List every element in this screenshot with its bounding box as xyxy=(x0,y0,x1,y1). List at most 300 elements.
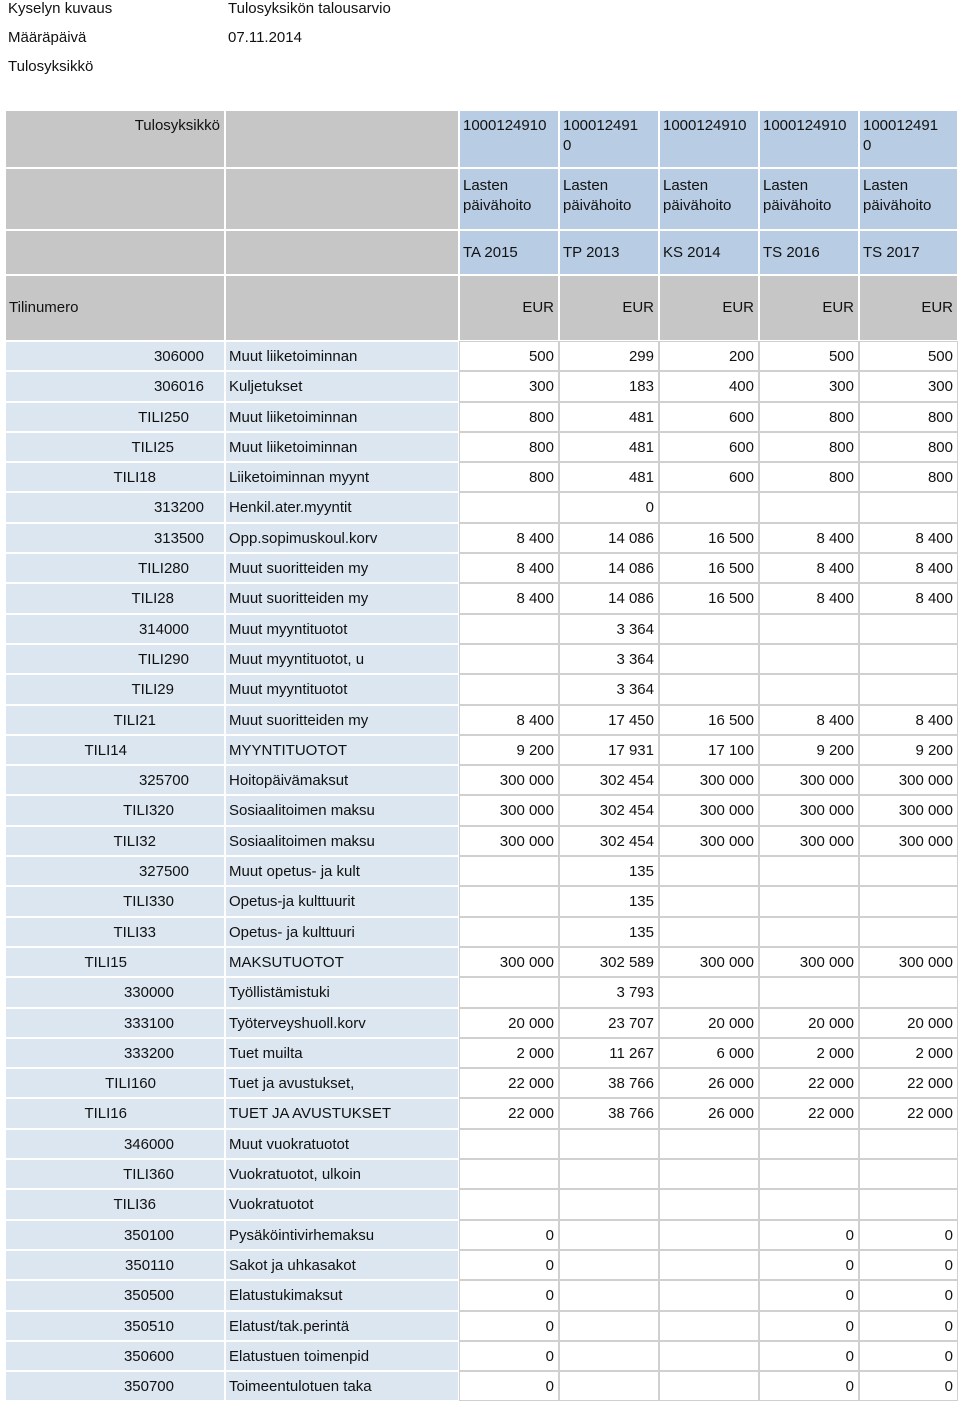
table-row xyxy=(5,705,958,735)
amount-cell: 23 707 xyxy=(559,1008,659,1038)
period-label: TP 2013 xyxy=(559,230,659,275)
account-name: Muut suoritteiden my xyxy=(225,583,459,613)
account-code: 330000 xyxy=(5,977,225,1007)
account-name: TUET JA AVUSTUKSET xyxy=(225,1098,459,1128)
table-row xyxy=(5,886,958,916)
amount-cell xyxy=(559,1371,659,1401)
amount-cell: 8 400 xyxy=(759,583,859,613)
unit-name: Lasten päivähoito xyxy=(759,168,859,230)
amount-cell xyxy=(659,674,759,704)
account-name: Tuet muilta xyxy=(225,1038,459,1068)
amount-cell: 8 400 xyxy=(459,523,559,553)
table-row xyxy=(5,1129,958,1159)
unit-code: 100012491 0 xyxy=(559,110,659,168)
amount-cell xyxy=(759,856,859,886)
amount-cell: 183 xyxy=(559,371,659,401)
account-code: 350600 xyxy=(5,1341,225,1371)
header-unit-label: Tulosyksikkö xyxy=(5,110,225,168)
amount-cell: 302 454 xyxy=(559,765,659,795)
header-empty xyxy=(225,168,459,230)
amount-cell: 400 xyxy=(659,371,759,401)
account-code: 306016 xyxy=(5,371,225,401)
amount-cell: 135 xyxy=(559,856,659,886)
account-code: 314000 xyxy=(5,614,225,644)
amount-cell: 8 400 xyxy=(759,523,859,553)
account-code: TILI330 xyxy=(5,886,225,916)
meta-value: 07.11.2014 xyxy=(228,29,302,46)
amount-cell: 20 000 xyxy=(459,1008,559,1038)
amount-cell xyxy=(459,886,559,916)
account-name: Muut opetus- ja kult xyxy=(225,856,459,886)
account-name: Opetus-ja kulttuurit xyxy=(225,886,459,916)
amount-cell xyxy=(559,1189,659,1219)
amount-cell xyxy=(559,1129,659,1159)
table-row xyxy=(5,1159,958,1189)
amount-cell: 300 000 xyxy=(859,795,958,825)
account-code: TILI25 xyxy=(5,432,225,462)
amount-cell xyxy=(759,1159,859,1189)
meta-key: Määräpäivä xyxy=(8,29,87,46)
table-row xyxy=(5,1341,958,1371)
amount-cell: 0 xyxy=(459,1341,559,1371)
account-name: Vuokratuotot xyxy=(225,1189,459,1219)
amount-cell: 22 000 xyxy=(759,1098,859,1128)
header-row-unit-code xyxy=(5,110,958,168)
amount-cell: 17 450 xyxy=(559,705,659,735)
account-code: TILI18 xyxy=(5,462,225,492)
account-name: Elatustuen toimenpid xyxy=(225,1341,459,1371)
table-row xyxy=(5,826,958,856)
account-name: Työterveyshuoll.korv xyxy=(225,1008,459,1038)
amount-cell xyxy=(659,917,759,947)
header-empty xyxy=(5,168,225,230)
unit-code: 1000124910 xyxy=(659,110,759,168)
account-name: Työllistämistuki xyxy=(225,977,459,1007)
header-row-currency xyxy=(5,275,958,341)
amount-cell: 16 500 xyxy=(659,553,759,583)
amount-cell: 800 xyxy=(459,432,559,462)
amount-cell: 302 454 xyxy=(559,826,659,856)
amount-cell: 135 xyxy=(559,917,659,947)
account-name: Muut suoritteiden my xyxy=(225,553,459,583)
account-name: Sakot ja uhkasakot xyxy=(225,1250,459,1280)
amount-cell: 3 364 xyxy=(559,644,659,674)
amount-cell: 300 xyxy=(859,371,958,401)
account-name: Muut liiketoiminnan xyxy=(225,432,459,462)
amount-cell xyxy=(859,917,958,947)
table-row xyxy=(5,583,958,613)
account-code: 350110 xyxy=(5,1250,225,1280)
amount-cell: 14 086 xyxy=(559,553,659,583)
unit-name: Lasten päivähoito xyxy=(459,168,559,230)
amount-cell xyxy=(459,1189,559,1219)
meta-key: Tulosyksikkö xyxy=(8,58,94,75)
amount-cell: 9 200 xyxy=(459,735,559,765)
unit-code: 1000124910 xyxy=(759,110,859,168)
table-row xyxy=(5,462,958,492)
account-code: TILI160 xyxy=(5,1068,225,1098)
amount-cell: 16 500 xyxy=(659,705,759,735)
amount-cell xyxy=(459,644,559,674)
amount-cell: 0 xyxy=(459,1311,559,1341)
header-empty xyxy=(225,275,459,341)
amount-cell xyxy=(859,674,958,704)
amount-cell xyxy=(459,917,559,947)
amount-cell xyxy=(759,977,859,1007)
amount-cell: 17 931 xyxy=(559,735,659,765)
amount-cell xyxy=(659,614,759,644)
account-name: Vuokratuotot, ulkoin xyxy=(225,1159,459,1189)
amount-cell: 8 400 xyxy=(759,553,859,583)
table-row xyxy=(5,674,958,704)
account-code: TILI28 xyxy=(5,583,225,613)
account-code: 306000 xyxy=(5,341,225,371)
period-label: TS 2016 xyxy=(759,230,859,275)
table-row xyxy=(5,917,958,947)
account-code: TILI21 xyxy=(5,705,225,735)
amount-cell xyxy=(659,1371,759,1401)
amount-cell xyxy=(459,674,559,704)
account-code: 313200 xyxy=(5,492,225,522)
table-row xyxy=(5,977,958,1007)
report-meta xyxy=(8,0,391,87)
meta-value: Tulosyksikön talousarvio xyxy=(228,0,391,17)
amount-cell: 38 766 xyxy=(559,1098,659,1128)
amount-cell xyxy=(759,614,859,644)
amount-cell: 22 000 xyxy=(459,1098,559,1128)
amount-cell: 300 000 xyxy=(759,795,859,825)
account-name: Pysäköintivirhemaksu xyxy=(225,1220,459,1250)
account-code: TILI15 xyxy=(5,947,225,977)
amount-cell: 300 000 xyxy=(859,765,958,795)
table-row xyxy=(5,1371,958,1401)
account-code: TILI32 xyxy=(5,826,225,856)
amount-cell xyxy=(759,1189,859,1219)
unit-name: Lasten päivähoito xyxy=(659,168,759,230)
account-code: TILI320 xyxy=(5,795,225,825)
unit-name: Lasten päivähoito xyxy=(859,168,958,230)
amount-cell: 26 000 xyxy=(659,1098,759,1128)
table-row xyxy=(5,947,958,977)
amount-cell: 0 xyxy=(759,1220,859,1250)
amount-cell xyxy=(659,856,759,886)
amount-cell: 600 xyxy=(659,402,759,432)
period-label: TS 2017 xyxy=(859,230,958,275)
amount-cell: 8 400 xyxy=(459,583,559,613)
table-row xyxy=(5,432,958,462)
amount-cell xyxy=(559,1159,659,1189)
table-row xyxy=(5,1311,958,1341)
table-row xyxy=(5,492,958,522)
amount-cell: 3 364 xyxy=(559,614,659,644)
account-name: Muut vuokratuotot xyxy=(225,1129,459,1159)
amount-cell: 22 000 xyxy=(859,1068,958,1098)
account-code: 327500 xyxy=(5,856,225,886)
account-name: Muut suoritteiden my xyxy=(225,705,459,735)
amount-cell: 3 793 xyxy=(559,977,659,1007)
amount-cell: 300 000 xyxy=(459,765,559,795)
header-empty xyxy=(225,230,459,275)
account-code: TILI29 xyxy=(5,674,225,704)
amount-cell xyxy=(459,977,559,1007)
amount-cell: 8 400 xyxy=(759,705,859,735)
budget-table xyxy=(5,110,958,1401)
table-row xyxy=(5,1189,958,1219)
amount-cell: 8 400 xyxy=(859,553,958,583)
amount-cell: 300 000 xyxy=(459,826,559,856)
amount-cell xyxy=(659,1220,759,1250)
table-body xyxy=(5,341,958,1401)
table-row xyxy=(5,402,958,432)
amount-cell: 9 200 xyxy=(859,735,958,765)
table-row xyxy=(5,1220,958,1250)
period-label: TA 2015 xyxy=(459,230,559,275)
amount-cell: 8 400 xyxy=(459,553,559,583)
amount-cell xyxy=(759,674,859,704)
amount-cell xyxy=(859,856,958,886)
amount-cell xyxy=(659,492,759,522)
amount-cell xyxy=(459,614,559,644)
table-row xyxy=(5,765,958,795)
table-row xyxy=(5,1280,958,1310)
amount-cell: 17 100 xyxy=(659,735,759,765)
account-name: Sosiaalitoimen maksu xyxy=(225,826,459,856)
account-code: 350100 xyxy=(5,1220,225,1250)
amount-cell xyxy=(559,1341,659,1371)
amount-cell: 300 000 xyxy=(759,765,859,795)
amount-cell: 300 000 xyxy=(759,947,859,977)
amount-cell xyxy=(659,886,759,916)
amount-cell xyxy=(559,1220,659,1250)
amount-cell: 0 xyxy=(759,1341,859,1371)
account-code: 350510 xyxy=(5,1311,225,1341)
amount-cell xyxy=(859,1189,958,1219)
amount-cell: 22 000 xyxy=(759,1068,859,1098)
amount-cell: 16 500 xyxy=(659,583,759,613)
amount-cell: 8 400 xyxy=(459,705,559,735)
amount-cell: 8 400 xyxy=(859,705,958,735)
amount-cell: 299 xyxy=(559,341,659,371)
currency-label: EUR xyxy=(659,275,759,341)
amount-cell xyxy=(659,1250,759,1280)
amount-cell: 0 xyxy=(759,1250,859,1280)
account-name: Opetus- ja kulttuuri xyxy=(225,917,459,947)
amount-cell: 800 xyxy=(759,402,859,432)
currency-label: EUR xyxy=(559,275,659,341)
amount-cell xyxy=(859,977,958,1007)
table-row xyxy=(5,341,958,371)
amount-cell: 300 000 xyxy=(659,826,759,856)
period-label: KS 2014 xyxy=(659,230,759,275)
amount-cell: 0 xyxy=(559,492,659,522)
account-name: Muut myyntituotot xyxy=(225,674,459,704)
amount-cell xyxy=(459,492,559,522)
account-name: Tuet ja avustukset, xyxy=(225,1068,459,1098)
amount-cell: 0 xyxy=(459,1220,559,1250)
currency-label: EUR xyxy=(859,275,958,341)
account-name: Muut myyntituotot, u xyxy=(225,644,459,674)
table-row xyxy=(5,1250,958,1280)
amount-cell xyxy=(859,614,958,644)
account-name: Muut myyntituotot xyxy=(225,614,459,644)
amount-cell: 300 xyxy=(459,371,559,401)
amount-cell: 0 xyxy=(759,1371,859,1401)
account-name: Henkil.ater.myyntit xyxy=(225,492,459,522)
amount-cell: 22 000 xyxy=(859,1098,958,1128)
amount-cell xyxy=(659,1311,759,1341)
amount-cell xyxy=(759,644,859,674)
account-code: TILI280 xyxy=(5,553,225,583)
currency-label: EUR xyxy=(759,275,859,341)
account-code: 325700 xyxy=(5,765,225,795)
amount-cell xyxy=(759,1129,859,1159)
amount-cell xyxy=(459,1159,559,1189)
amount-cell: 0 xyxy=(859,1220,958,1250)
amount-cell: 302 589 xyxy=(559,947,659,977)
unit-code: 100012491 0 xyxy=(859,110,958,168)
account-name: Elatust/tak.perintä xyxy=(225,1311,459,1341)
header-row-unit-name xyxy=(5,168,958,230)
table-row xyxy=(5,523,958,553)
amount-cell: 600 xyxy=(659,432,759,462)
amount-cell: 300 000 xyxy=(659,795,759,825)
amount-cell: 300 000 xyxy=(459,947,559,977)
amount-cell xyxy=(659,977,759,1007)
amount-cell: 300 000 xyxy=(759,826,859,856)
account-name: Kuljetukset xyxy=(225,371,459,401)
amount-cell: 0 xyxy=(459,1371,559,1401)
amount-cell: 800 xyxy=(459,402,559,432)
amount-cell: 0 xyxy=(859,1341,958,1371)
amount-cell: 481 xyxy=(559,462,659,492)
amount-cell: 0 xyxy=(859,1280,958,1310)
amount-cell: 14 086 xyxy=(559,583,659,613)
table-row xyxy=(5,1008,958,1038)
amount-cell xyxy=(659,644,759,674)
table-row xyxy=(5,1038,958,1068)
amount-cell: 481 xyxy=(559,402,659,432)
amount-cell: 3 364 xyxy=(559,674,659,704)
amount-cell: 800 xyxy=(759,432,859,462)
account-name: Opp.sopimuskoul.korv xyxy=(225,523,459,553)
amount-cell xyxy=(659,1159,759,1189)
meta-key: Kyselyn kuvaus xyxy=(8,0,113,17)
amount-cell: 0 xyxy=(859,1371,958,1401)
amount-cell xyxy=(659,1341,759,1371)
account-code: 350500 xyxy=(5,1280,225,1310)
account-name: Muut liiketoiminnan xyxy=(225,341,459,371)
account-name: Sosiaalitoimen maksu xyxy=(225,795,459,825)
amount-cell xyxy=(859,1129,958,1159)
amount-cell: 8 400 xyxy=(859,523,958,553)
amount-cell: 500 xyxy=(859,341,958,371)
amount-cell: 800 xyxy=(859,402,958,432)
amount-cell: 302 454 xyxy=(559,795,659,825)
account-code: 346000 xyxy=(5,1129,225,1159)
currency-label: EUR xyxy=(459,275,559,341)
amount-cell: 135 xyxy=(559,886,659,916)
amount-cell xyxy=(759,886,859,916)
account-code: TILI250 xyxy=(5,402,225,432)
account-code: TILI16 xyxy=(5,1098,225,1128)
account-name: Muut liiketoiminnan xyxy=(225,402,459,432)
amount-cell: 481 xyxy=(559,432,659,462)
amount-cell: 11 267 xyxy=(559,1038,659,1068)
amount-cell: 300 000 xyxy=(859,826,958,856)
amount-cell: 300 000 xyxy=(459,795,559,825)
amount-cell: 20 000 xyxy=(859,1008,958,1038)
table-row xyxy=(5,856,958,886)
header-empty xyxy=(225,110,459,168)
amount-cell: 38 766 xyxy=(559,1068,659,1098)
unit-name: Lasten päivähoito xyxy=(559,168,659,230)
table-row xyxy=(5,1068,958,1098)
account-name: MAKSUTUOTOT xyxy=(225,947,459,977)
account-name: Liiketoiminnan myynt xyxy=(225,462,459,492)
amount-cell xyxy=(559,1280,659,1310)
amount-cell: 2 000 xyxy=(459,1038,559,1068)
unit-code: 1000124910 xyxy=(459,110,559,168)
amount-cell xyxy=(559,1311,659,1341)
table-row xyxy=(5,614,958,644)
amount-cell: 8 400 xyxy=(859,583,958,613)
account-code: 313500 xyxy=(5,523,225,553)
amount-cell: 20 000 xyxy=(659,1008,759,1038)
amount-cell xyxy=(859,644,958,674)
account-code: TILI36 xyxy=(5,1189,225,1219)
amount-cell: 2 000 xyxy=(759,1038,859,1068)
account-number-header: Tilinumero xyxy=(5,275,225,341)
account-name: Toimeentulotuen taka xyxy=(225,1371,459,1401)
amount-cell xyxy=(459,856,559,886)
amount-cell: 800 xyxy=(759,462,859,492)
account-code: TILI290 xyxy=(5,644,225,674)
table-row xyxy=(5,795,958,825)
meta-row xyxy=(8,58,391,87)
amount-cell: 14 086 xyxy=(559,523,659,553)
amount-cell xyxy=(759,917,859,947)
amount-cell: 22 000 xyxy=(459,1068,559,1098)
amount-cell xyxy=(659,1280,759,1310)
amount-cell: 6 000 xyxy=(659,1038,759,1068)
account-code: 333100 xyxy=(5,1008,225,1038)
account-code: 350700 xyxy=(5,1371,225,1401)
amount-cell: 500 xyxy=(459,341,559,371)
amount-cell: 0 xyxy=(459,1280,559,1310)
table-row xyxy=(5,553,958,583)
table-row xyxy=(5,735,958,765)
amount-cell: 300 000 xyxy=(659,947,759,977)
account-code: TILI14 xyxy=(5,735,225,765)
account-name: MYYNTITUOTOT xyxy=(225,735,459,765)
amount-cell: 500 xyxy=(759,341,859,371)
amount-cell: 300 000 xyxy=(859,947,958,977)
amount-cell: 16 500 xyxy=(659,523,759,553)
amount-cell: 0 xyxy=(859,1250,958,1280)
meta-row xyxy=(8,0,391,29)
amount-cell xyxy=(859,492,958,522)
amount-cell xyxy=(559,1250,659,1280)
account-code: 333200 xyxy=(5,1038,225,1068)
amount-cell: 200 xyxy=(659,341,759,371)
account-name: Hoitopäivämaksut xyxy=(225,765,459,795)
header-row-period xyxy=(5,230,958,275)
amount-cell: 800 xyxy=(459,462,559,492)
amount-cell: 0 xyxy=(759,1311,859,1341)
amount-cell: 0 xyxy=(859,1311,958,1341)
amount-cell: 26 000 xyxy=(659,1068,759,1098)
table-row xyxy=(5,644,958,674)
